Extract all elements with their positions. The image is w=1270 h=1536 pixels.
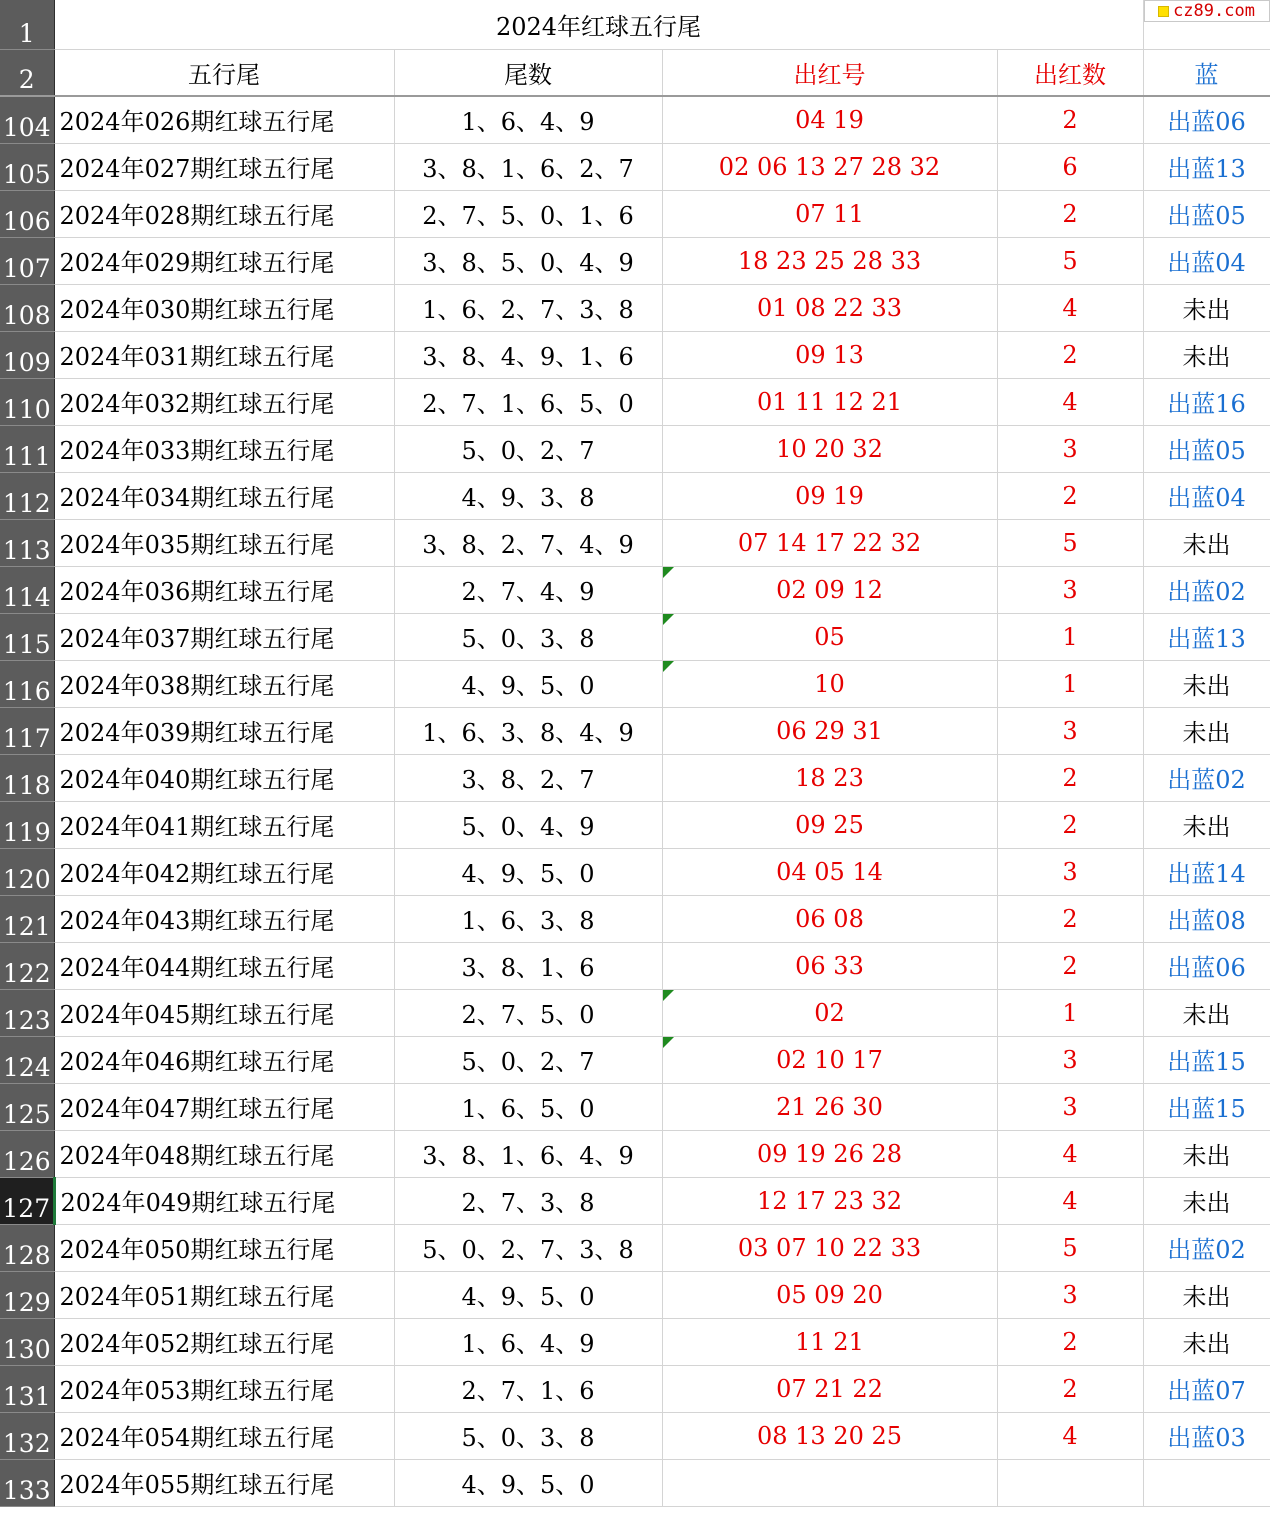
table-row <box>0 613 1270 660</box>
red-count-cell[interactable]: 4 <box>997 1130 1143 1177</box>
table-row <box>0 660 1270 707</box>
blue-cell[interactable]: 出蓝08 <box>1143 895 1270 942</box>
header-period[interactable]: 五行尾 <box>54 49 394 96</box>
blue-cell[interactable]: 未出 <box>1143 660 1270 707</box>
row-header[interactable]: 111 <box>0 425 54 472</box>
header-red-numbers[interactable]: 出红号 <box>662 49 997 96</box>
table-row <box>0 331 1270 378</box>
table-row <box>0 1271 1270 1318</box>
table-row <box>0 1224 1270 1271</box>
tails-cell[interactable]: 3、8、4、9、1、6 <box>394 331 662 378</box>
table-row <box>0 1412 1270 1459</box>
blue-cell[interactable]: 出蓝05 <box>1143 190 1270 237</box>
row-header[interactable]: 123 <box>0 989 54 1036</box>
period-cell[interactable]: 2024年045期红球五行尾 <box>54 989 394 1036</box>
sheet-title[interactable]: 2024年红球五行尾 <box>54 0 1143 49</box>
blue-cell[interactable]: 出蓝02 <box>1143 1224 1270 1271</box>
table-row <box>0 1318 1270 1365</box>
red-numbers-cell[interactable]: 06 29 31 <box>662 707 997 754</box>
period-cell[interactable]: 2024年040期红球五行尾 <box>54 754 394 801</box>
blue-cell[interactable]: 出蓝16 <box>1143 378 1270 425</box>
table-row <box>0 519 1270 566</box>
table-row <box>0 989 1270 1036</box>
red-count-cell[interactable]: 2 <box>997 801 1143 848</box>
tails-cell[interactable]: 5、0、2、7 <box>394 1036 662 1083</box>
blue-cell[interactable]: 出蓝04 <box>1143 237 1270 284</box>
watermark-cell <box>1143 0 1270 49</box>
red-numbers-cell[interactable]: 01 11 12 21 <box>662 378 997 425</box>
logo-square-icon <box>1158 6 1169 17</box>
period-cell[interactable]: 2024年049期红球五行尾 <box>54 1177 394 1224</box>
row-header[interactable]: 106 <box>0 190 54 237</box>
blue-cell[interactable]: 未出 <box>1143 707 1270 754</box>
red-numbers-text: 02 10 17 <box>776 1045 883 1074</box>
red-numbers-cell[interactable]: 10 20 32 <box>662 425 997 472</box>
tails-cell[interactable]: 4、9、3、8 <box>394 472 662 519</box>
comment-indicator-icon <box>663 661 674 672</box>
red-count-cell[interactable]: 6 <box>997 143 1143 190</box>
red-numbers-cell[interactable]: 18 23 25 28 33 <box>662 237 997 284</box>
comment-indicator-icon <box>663 614 674 625</box>
blue-cell[interactable]: 出蓝15 <box>1143 1036 1270 1083</box>
row-header[interactable]: 112 <box>0 472 54 519</box>
tails-cell[interactable]: 5、0、2、7 <box>394 425 662 472</box>
tails-cell[interactable]: 4、9、5、0 <box>394 1271 662 1318</box>
row-header[interactable]: 105 <box>0 143 54 190</box>
period-cell[interactable]: 2024年037期红球五行尾 <box>54 613 394 660</box>
table-row <box>0 378 1270 425</box>
blue-cell[interactable]: 出蓝06 <box>1143 96 1270 143</box>
red-count-cell[interactable]: 2 <box>997 942 1143 989</box>
blue-cell[interactable]: 未出 <box>1143 1177 1270 1224</box>
period-cell[interactable]: 2024年034期红球五行尾 <box>54 472 394 519</box>
red-count-cell[interactable]: 3 <box>997 707 1143 754</box>
row-header[interactable]: 1 <box>0 0 54 49</box>
red-numbers-cell[interactable] <box>662 989 997 1036</box>
period-cell[interactable]: 2024年030期红球五行尾 <box>54 284 394 331</box>
period-cell[interactable]: 2024年033期红球五行尾 <box>54 425 394 472</box>
table-row <box>0 942 1270 989</box>
tails-cell[interactable]: 5、0、3、8 <box>394 1412 662 1459</box>
red-count-cell[interactable]: 2 <box>997 96 1143 143</box>
blue-cell[interactable]: 出蓝06 <box>1143 942 1270 989</box>
red-numbers-text: 05 <box>814 622 845 651</box>
row-header[interactable]: 2 <box>0 49 54 96</box>
red-numbers-cell[interactable] <box>662 566 997 613</box>
tails-cell[interactable]: 5、0、4、9 <box>394 801 662 848</box>
red-numbers-cell[interactable]: 06 33 <box>662 942 997 989</box>
blue-cell[interactable]: 出蓝03 <box>1143 1412 1270 1459</box>
blue-cell[interactable]: 未出 <box>1143 801 1270 848</box>
red-numbers-cell[interactable] <box>662 1036 997 1083</box>
red-numbers-cell[interactable] <box>662 660 997 707</box>
tails-cell[interactable]: 2、7、1、6、5、0 <box>394 378 662 425</box>
table-row <box>0 284 1270 331</box>
red-numbers-cell[interactable]: 09 19 26 28 <box>662 1130 997 1177</box>
tails-cell[interactable]: 5、0、3、8 <box>394 613 662 660</box>
table-row <box>0 237 1270 284</box>
red-numbers-text: 02 09 12 <box>776 575 883 604</box>
red-count-cell[interactable]: 1 <box>997 613 1143 660</box>
table-row <box>0 1083 1270 1130</box>
red-numbers-cell[interactable] <box>662 613 997 660</box>
red-numbers-text: 10 <box>814 669 845 698</box>
table-row <box>0 1365 1270 1412</box>
red-count-cell[interactable]: 4 <box>997 1177 1143 1224</box>
period-cell[interactable]: 2024年053期红球五行尾 <box>54 1365 394 1412</box>
comment-indicator-icon <box>663 1037 674 1048</box>
table-row <box>0 801 1270 848</box>
row-header[interactable]: 133 <box>0 1459 54 1506</box>
red-numbers-cell[interactable]: 21 26 30 <box>662 1083 997 1130</box>
period-cell[interactable]: 2024年043期红球五行尾 <box>54 895 394 942</box>
period-cell[interactable]: 2024年046期红球五行尾 <box>54 1036 394 1083</box>
period-cell[interactable]: 2024年039期红球五行尾 <box>54 707 394 754</box>
red-count-cell[interactable]: 2 <box>997 895 1143 942</box>
red-count-cell[interactable]: 3 <box>997 1083 1143 1130</box>
blue-cell[interactable]: 出蓝02 <box>1143 566 1270 613</box>
period-cell[interactable]: 2024年035期红球五行尾 <box>54 519 394 566</box>
period-cell[interactable]: 2024年038期红球五行尾 <box>54 660 394 707</box>
red-numbers-cell[interactable]: 09 25 <box>662 801 997 848</box>
red-numbers-cell[interactable] <box>662 1459 997 1506</box>
header-tails[interactable]: 尾数 <box>394 49 662 96</box>
red-count-cell[interactable]: 2 <box>997 190 1143 237</box>
row-header[interactable]: 117 <box>0 707 54 754</box>
tails-cell[interactable]: 2、7、5、0 <box>394 989 662 1036</box>
tails-cell[interactable]: 2、7、1、6 <box>394 1365 662 1412</box>
red-count-cell[interactable]: 3 <box>997 566 1143 613</box>
row-header[interactable]: 118 <box>0 754 54 801</box>
row-header[interactable]: 127 <box>0 1177 54 1224</box>
row-header[interactable]: 129 <box>0 1271 54 1318</box>
row-header[interactable]: 130 <box>0 1318 54 1365</box>
red-numbers-cell[interactable]: 03 07 10 22 33 <box>662 1224 997 1271</box>
header-red-count[interactable]: 出红数 <box>997 49 1143 96</box>
table-row <box>0 1459 1270 1506</box>
row-header[interactable]: 108 <box>0 284 54 331</box>
row-header[interactable]: 104 <box>0 96 54 143</box>
tails-cell[interactable]: 1、6、5、0 <box>394 1083 662 1130</box>
comment-indicator-icon <box>663 567 674 578</box>
tails-cell[interactable]: 4、9、5、0 <box>394 660 662 707</box>
blue-cell[interactable]: 出蓝04 <box>1143 472 1270 519</box>
red-numbers-cell[interactable]: 09 13 <box>662 331 997 378</box>
row-header[interactable]: 116 <box>0 660 54 707</box>
blue-cell[interactable]: 出蓝05 <box>1143 425 1270 472</box>
table-row <box>0 1036 1270 1083</box>
blue-cell[interactable]: 未出 <box>1143 331 1270 378</box>
tails-cell[interactable]: 1、6、2、7、3、8 <box>394 284 662 331</box>
table-row <box>0 848 1270 895</box>
blue-cell[interactable]: 未出 <box>1143 1130 1270 1177</box>
row-header[interactable]: 122 <box>0 942 54 989</box>
red-count-cell[interactable]: 3 <box>997 1271 1143 1318</box>
tails-cell[interactable]: 2、7、3、8 <box>394 1177 662 1224</box>
period-cell[interactable]: 2024年055期红球五行尾 <box>54 1459 394 1506</box>
row-header[interactable]: 109 <box>0 331 54 378</box>
table-row <box>0 472 1270 519</box>
table-row <box>0 1177 1270 1224</box>
tails-cell[interactable]: 3、8、1、6、4、9 <box>394 1130 662 1177</box>
tails-cell[interactable]: 3、8、5、0、4、9 <box>394 237 662 284</box>
row-header[interactable]: 121 <box>0 895 54 942</box>
red-numbers-cell[interactable]: 09 19 <box>662 472 997 519</box>
red-numbers-cell[interactable]: 01 08 22 33 <box>662 284 997 331</box>
period-cell[interactable]: 2024年044期红球五行尾 <box>54 942 394 989</box>
period-cell[interactable]: 2024年042期红球五行尾 <box>54 848 394 895</box>
blue-cell[interactable]: 未出 <box>1143 1271 1270 1318</box>
row-header[interactable]: 114 <box>0 566 54 613</box>
table-row <box>0 566 1270 613</box>
row-header[interactable]: 124 <box>0 1036 54 1083</box>
red-numbers-cell[interactable]: 06 08 <box>662 895 997 942</box>
red-count-cell[interactable]: 4 <box>997 284 1143 331</box>
tails-cell[interactable]: 3、8、1、6、2、7 <box>394 143 662 190</box>
red-numbers-text: 02 <box>814 998 845 1027</box>
tails-cell[interactable]: 3、8、2、7、4、9 <box>394 519 662 566</box>
blue-cell[interactable]: 未出 <box>1143 284 1270 331</box>
comment-indicator-icon <box>663 990 674 1001</box>
period-cell[interactable]: 2024年054期红球五行尾 <box>54 1412 394 1459</box>
period-cell[interactable]: 2024年050期红球五行尾 <box>54 1224 394 1271</box>
red-count-cell[interactable]: 2 <box>997 331 1143 378</box>
period-cell[interactable]: 2024年029期红球五行尾 <box>54 237 394 284</box>
period-cell[interactable]: 2024年032期红球五行尾 <box>54 378 394 425</box>
red-numbers-cell[interactable]: 05 09 20 <box>662 1271 997 1318</box>
red-numbers-cell[interactable]: 07 21 22 <box>662 1365 997 1412</box>
title-row <box>0 0 1270 49</box>
blue-cell[interactable]: 出蓝15 <box>1143 1083 1270 1130</box>
red-count-cell[interactable]: 2 <box>997 1365 1143 1412</box>
red-count-cell[interactable]: 5 <box>997 519 1143 566</box>
period-cell[interactable]: 2024年028期红球五行尾 <box>54 190 394 237</box>
blue-cell[interactable]: 出蓝07 <box>1143 1365 1270 1412</box>
red-count-cell[interactable]: 1 <box>997 660 1143 707</box>
table-row <box>0 895 1270 942</box>
blue-cell[interactable]: 出蓝13 <box>1143 613 1270 660</box>
period-cell[interactable]: 2024年051期红球五行尾 <box>54 1271 394 1318</box>
red-numbers-cell[interactable]: 07 11 <box>662 190 997 237</box>
row-header[interactable]: 107 <box>0 237 54 284</box>
red-count-cell[interactable]: 3 <box>997 848 1143 895</box>
blue-cell[interactable]: 出蓝02 <box>1143 754 1270 801</box>
red-numbers-cell[interactable]: 18 23 <box>662 754 997 801</box>
period-cell[interactable]: 2024年041期红球五行尾 <box>54 801 394 848</box>
red-count-cell[interactable]: 4 <box>997 1412 1143 1459</box>
period-cell[interactable]: 2024年036期红球五行尾 <box>54 566 394 613</box>
table-row <box>0 425 1270 472</box>
red-numbers-cell[interactable]: 04 05 14 <box>662 848 997 895</box>
red-count-cell[interactable]: 3 <box>997 425 1143 472</box>
red-numbers-cell[interactable]: 02 06 13 27 28 32 <box>662 143 997 190</box>
tails-cell[interactable]: 2、7、4、9 <box>394 566 662 613</box>
period-cell[interactable]: 2024年047期红球五行尾 <box>54 1083 394 1130</box>
tails-cell[interactable]: 2、7、5、0、1、6 <box>394 190 662 237</box>
red-numbers-cell[interactable]: 07 14 17 22 32 <box>662 519 997 566</box>
table-row <box>0 754 1270 801</box>
tails-cell[interactable]: 1、6、4、9 <box>394 1318 662 1365</box>
red-count-cell[interactable]: 1 <box>997 989 1143 1036</box>
row-header[interactable]: 115 <box>0 613 54 660</box>
blue-cell[interactable]: 出蓝14 <box>1143 848 1270 895</box>
red-count-cell[interactable]: 2 <box>997 472 1143 519</box>
blue-cell[interactable] <box>1143 1459 1270 1506</box>
row-header[interactable]: 125 <box>0 1083 54 1130</box>
red-count-cell[interactable] <box>997 1459 1143 1506</box>
row-header[interactable]: 113 <box>0 519 54 566</box>
red-numbers-cell[interactable]: 11 21 <box>662 1318 997 1365</box>
logo-text: cz89.com <box>1173 1 1255 21</box>
row-header[interactable]: 120 <box>0 848 54 895</box>
table-row <box>0 96 1270 143</box>
period-cell[interactable]: 2024年052期红球五行尾 <box>54 1318 394 1365</box>
period-cell[interactable]: 2024年031期红球五行尾 <box>54 331 394 378</box>
tails-cell[interactable]: 4、9、5、0 <box>394 848 662 895</box>
tails-cell[interactable]: 1、6、3、8、4、9 <box>394 707 662 754</box>
tails-cell[interactable]: 1、6、3、8 <box>394 895 662 942</box>
red-numbers-cell[interactable]: 08 13 20 25 <box>662 1412 997 1459</box>
tails-cell[interactable]: 1、6、4、9 <box>394 96 662 143</box>
header-row <box>0 49 1270 96</box>
table-row <box>0 707 1270 754</box>
row-header[interactable]: 110 <box>0 378 54 425</box>
period-cell[interactable]: 2024年048期红球五行尾 <box>54 1130 394 1177</box>
red-count-cell[interactable]: 4 <box>997 378 1143 425</box>
row-header[interactable]: 126 <box>0 1130 54 1177</box>
tails-cell[interactable]: 4、9、5、0 <box>394 1459 662 1506</box>
red-count-cell[interactable]: 5 <box>997 237 1143 284</box>
period-cell[interactable]: 2024年027期红球五行尾 <box>54 143 394 190</box>
red-count-cell[interactable]: 5 <box>997 1224 1143 1271</box>
blue-cell[interactable]: 未出 <box>1143 519 1270 566</box>
blue-cell[interactable]: 未出 <box>1143 989 1270 1036</box>
site-logo <box>1144 0 1270 22</box>
red-numbers-cell[interactable]: 12 17 23 32 <box>662 1177 997 1224</box>
red-count-cell[interactable]: 3 <box>997 1036 1143 1083</box>
period-cell[interactable]: 2024年026期红球五行尾 <box>54 96 394 143</box>
header-blue[interactable]: 蓝 <box>1143 49 1270 96</box>
row-header[interactable]: 128 <box>0 1224 54 1271</box>
table-row <box>0 190 1270 237</box>
row-header[interactable]: 119 <box>0 801 54 848</box>
red-numbers-cell[interactable]: 04 19 <box>662 96 997 143</box>
tails-cell[interactable]: 5、0、2、7、3、8 <box>394 1224 662 1271</box>
table-row <box>0 143 1270 190</box>
red-count-cell[interactable]: 2 <box>997 754 1143 801</box>
red-count-cell[interactable]: 2 <box>997 1318 1143 1365</box>
row-header[interactable]: 131 <box>0 1365 54 1412</box>
tails-cell[interactable]: 3、8、1、6 <box>394 942 662 989</box>
table-row <box>0 1130 1270 1177</box>
blue-cell[interactable]: 出蓝13 <box>1143 143 1270 190</box>
tails-cell[interactable]: 3、8、2、7 <box>394 754 662 801</box>
blue-cell[interactable]: 未出 <box>1143 1318 1270 1365</box>
row-header[interactable]: 132 <box>0 1412 54 1459</box>
